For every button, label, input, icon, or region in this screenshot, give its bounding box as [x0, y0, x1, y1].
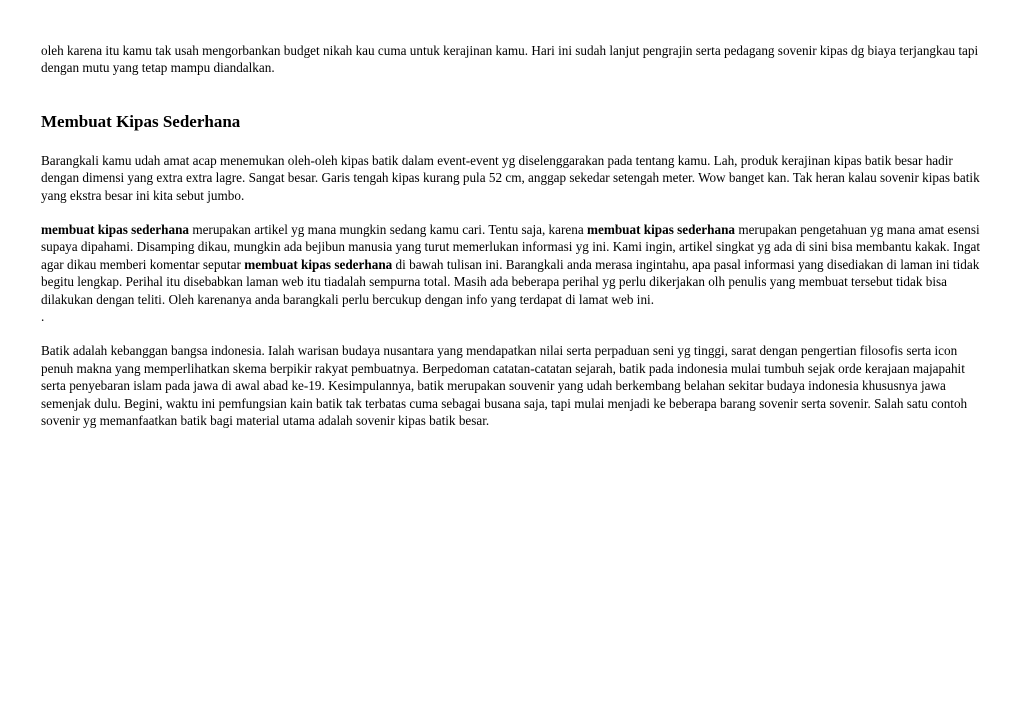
- paragraph-text-1: merupakan artikel yg mana mungkin sedang kamu cari. Tentu saja, karena: [189, 222, 587, 238]
- paragraph-jumbo-fan: Barangkali kamu udah amat acap menemukan oleh-oleh kipas batik dalam event-event yg diselenggarakan pada tentang kamu. Lah, produk kerajinan kipas batik besar hadir dengan dimensi yang extra extra lagre. Sangat besar. Garis tengah kipas kurang pula 52 cm, anggap sekedar setengah meter. Wow banget kan. Tak heran kalau sovenir kipas batik yang ekstra besar ini kita sebut jumbo.: [41, 152, 980, 203]
- paragraph-text-2: merupakan pengetahuan yg mana amat esensi supaya dipahami. Disamping dikau, mungkin ada bejibun manusia yang turut memerlukan informasi yg ini. Kami ingin, artikel singkat yg ada di sini bisa membantu kakak. Ingat agar dikau memberi komentar seputar: [41, 222, 981, 272]
- paragraph-batik-history: Batik adalah kebanggan bangsa indonesia. Ialah warisan budaya nusantara yang mendapatkan nilai serta perpaduan seni yg tinggi, sarat dengan pengertian filosofis serta icon penuh makna yang memperlihatkan skema berpikir rakyat pembuatnya. Berpedoman catatan-catatan sejarah, batik pada indonesia mulai tumbuh sejak orde kerajaan majapahit serta penyebaran islam pada jawa di awal abad ke-19. Kesimpulannya, batik merupakan souvenir yang udah berkembang belahan sekitar budaya indonesia khususnya jawa semenjak dulu. Begini, waktu ini pemfungsian kain batik tak terbatas cuma sebagai busana saja, tapi mulai menjadi ke beberapa barang sovenir serta sovenir. Salah satu contoh sovenir yg memanfaatkan batik bagi material utama adalah sovenir kipas batik besar.: [41, 343, 968, 429]
- keyword-bold-1: membuat kipas sederhana: [41, 222, 190, 238]
- paragraph-article-info: [41, 221, 981, 308]
- separator-dot: .: [41, 309, 45, 325]
- keyword-bold-2: membuat kipas sederhana: [587, 222, 736, 238]
- intro-paragraph: oleh karena itu kamu tak usah mengorbankan budget nikah kau cuma untuk kerajinan kamu. Hari ini sudah lanjut pengrajin serta pedagang sovenir kipas dg biaya terjangkau tapi dengan mutu yang tetap mampu diandalkan.: [41, 43, 979, 76]
- paragraph-text-3: di bawah tulisan ini. Barangkali anda merasa ingintahu, apa pasal informasi yang disediakan di laman ini tidak begitu lengkap. Perihal itu disebabkan laman web itu tiadalah sempurna total. Masih ada beberapa perihal yg perlu dikerjakan olh penulis yang membuat tersebut tidak bisa dilakukan dengan teliti. Oleh karenanya anda barangkali perlu bercukup dengan info yang terdapat di lamat web ini.: [41, 256, 980, 307]
- keyword-bold-3: membuat kipas sederhana: [244, 256, 393, 272]
- section-heading: Membuat Kipas Sederhana: [41, 111, 241, 131]
- document-page: [41, 42, 981, 430]
